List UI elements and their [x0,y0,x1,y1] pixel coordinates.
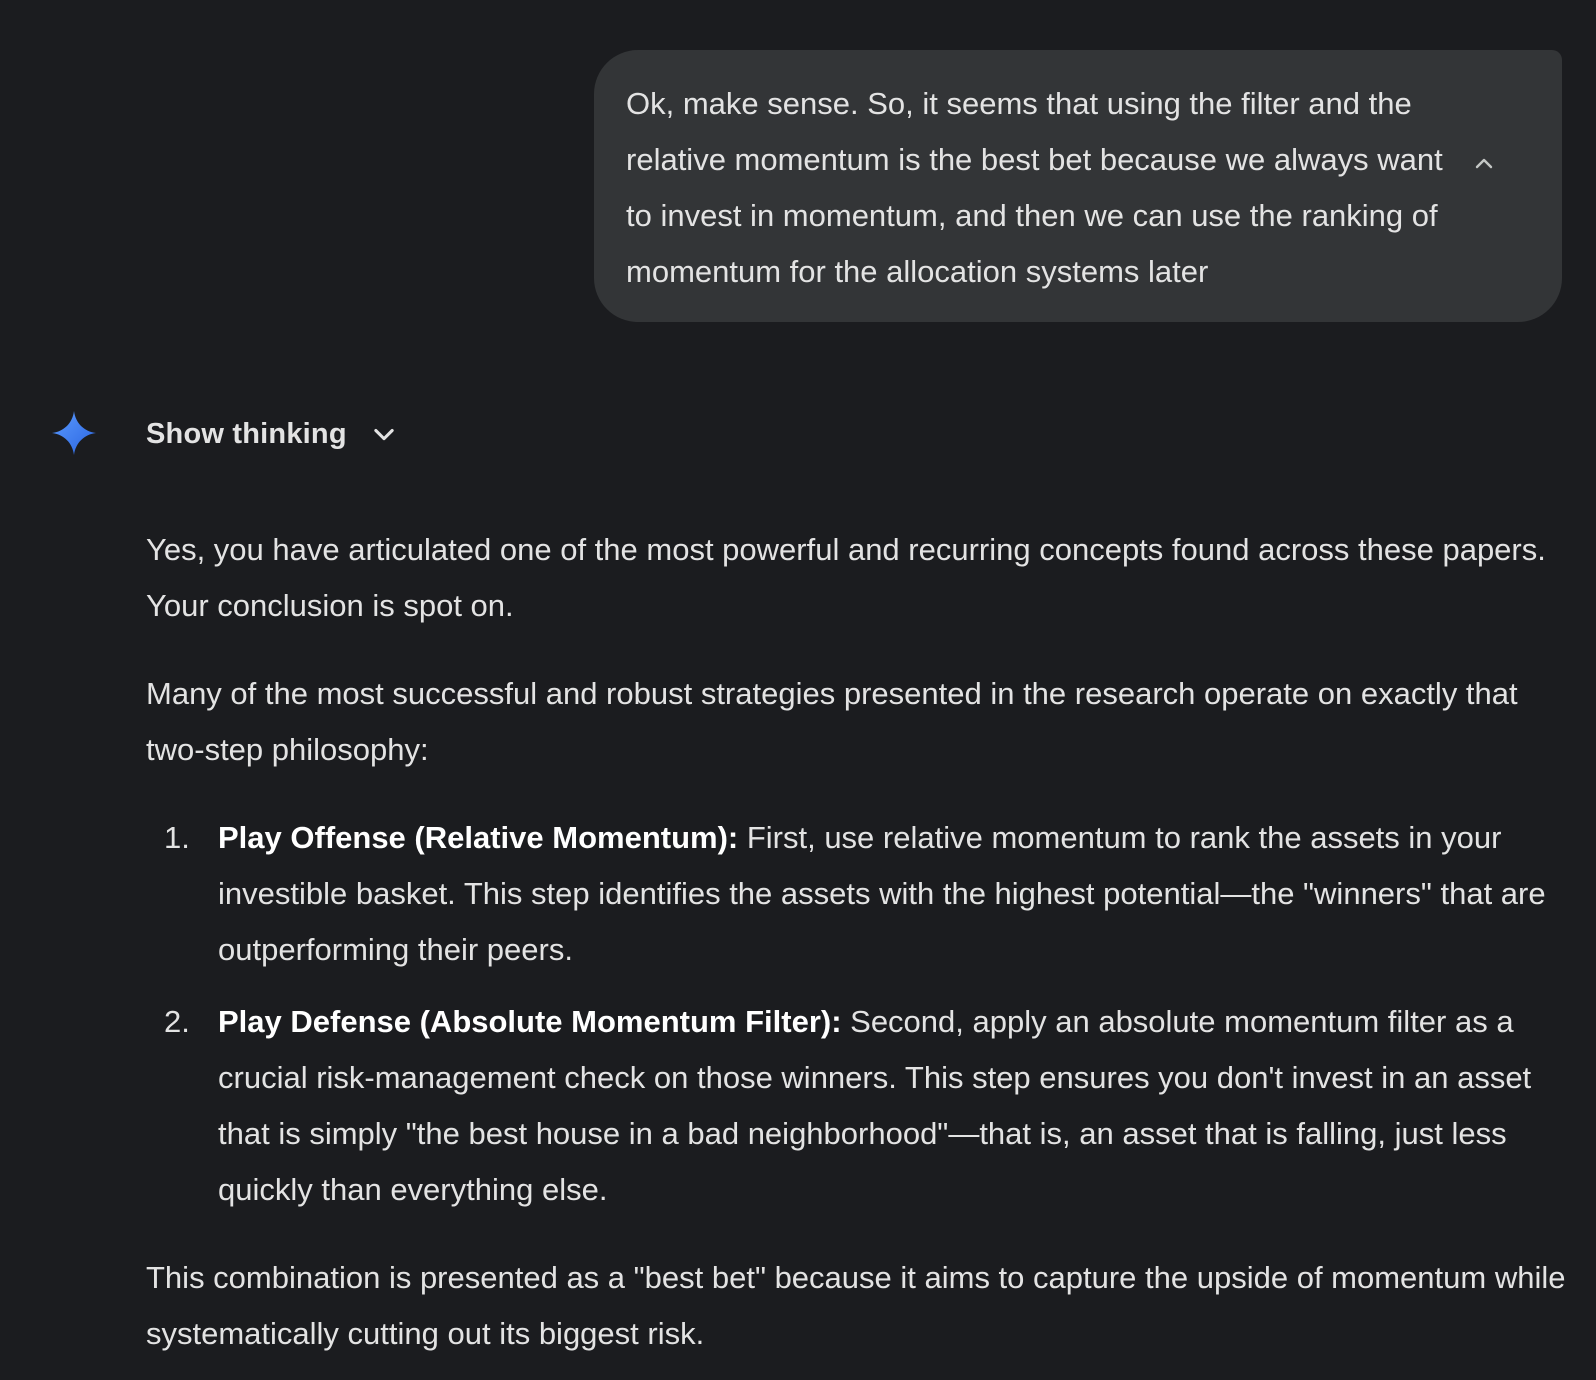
assistant-response [146,522,1566,1380]
collapse-message-button[interactable] [1464,144,1504,184]
show-thinking-toggle[interactable] [146,412,399,456]
list-item-number: 2. [164,1004,190,1039]
list-item-heading: Play Defense (Absolute Momentum Filter): [218,1004,842,1039]
response-paragraph-3: This combination is presented as a "best bet" because it aims to capture the upside of momentum while systematically cutting out its biggest risk. [146,1260,1566,1351]
list-item-text: First, use relative momentum to rank the assets in your investible basket. This step identifies the assets with the highest potential—the "winners" that are outperforming their peers. [218,820,1546,967]
show-thinking-label: Show thinking [146,417,347,450]
gemini-spark-icon [52,411,96,455]
user-message-text: Ok, make sense. So, it seems that using the filter and the relative momentum is the best bet because we always want to invest in momentum, and then we can use the ranking of momentum for the allocation systems later [626,86,1443,289]
list-item-heading: Play Offense (Relative Momentum): [218,820,739,855]
response-paragraph-1: Yes, you have articulated one of the most powerful and recurring concepts found across these papers. Your conclusion is spot on. [146,532,1546,623]
chevron-down-icon [369,419,399,449]
list-item-number: 1. [164,820,190,855]
response-list [146,810,1566,1218]
list-item [146,810,1566,978]
response-paragraph-2: Many of the most successful and robust strategies presented in the research operate on exactly that two-step philosophy: [146,676,1518,767]
user-message-bubble [594,50,1562,322]
list-item [146,994,1566,1218]
chevron-up-icon [1472,152,1496,176]
list-item-text: Second, apply an absolute momentum filter as a crucial risk-management check on those winners. This step ensures you don't invest in an asset that is simply "the best house in a bad neighborhood"—that is, an asset that is falling, just less quickly than everything else. [218,1004,1532,1207]
